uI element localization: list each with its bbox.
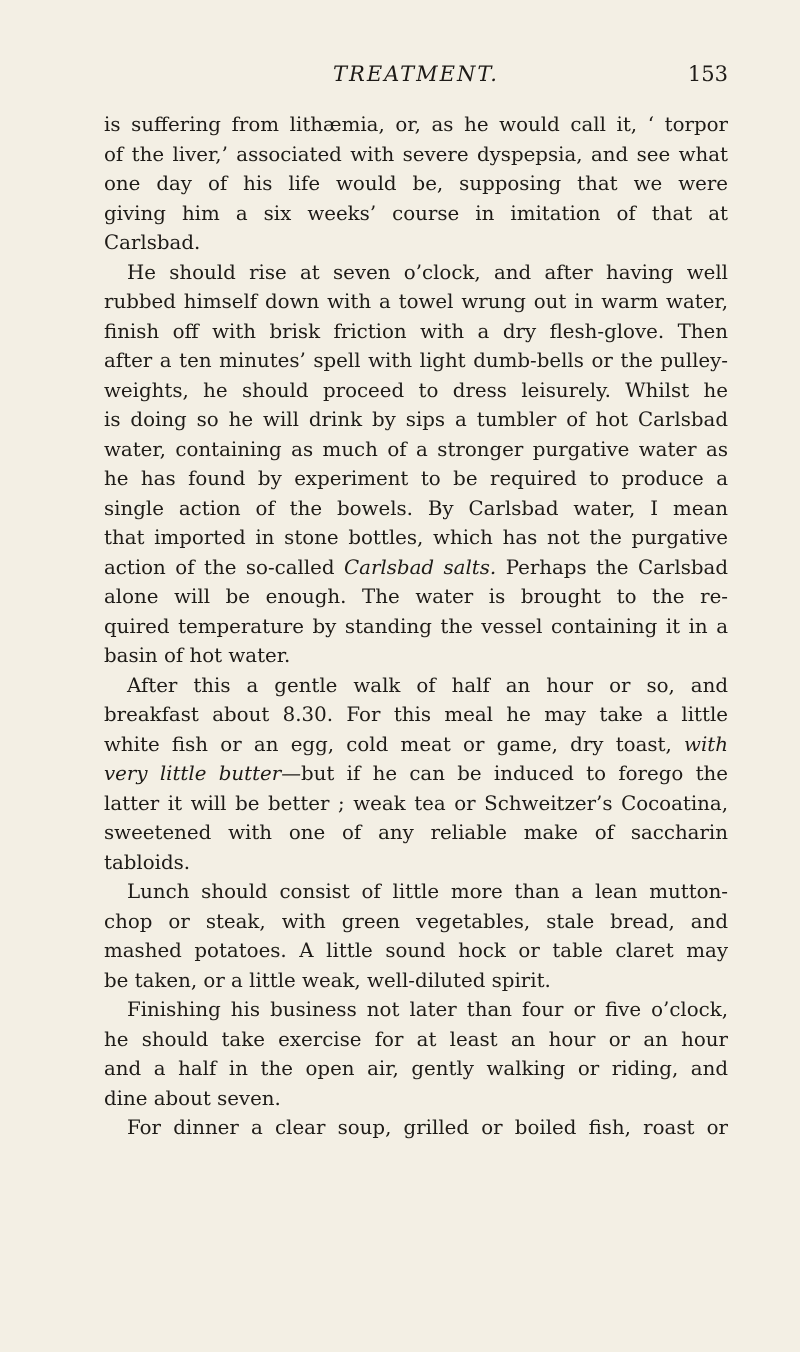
text-line: he should take exercise for at least an hour or an hour xyxy=(104,1027,728,1051)
paragraph-lunch xyxy=(104,877,728,995)
text-line: water, containing as much of a stronger purgative water as xyxy=(104,437,728,461)
text-run: white fish or an egg, cold meat or game, dry toast, xyxy=(104,732,672,756)
text-line xyxy=(104,759,728,789)
text-line: single action of the bowels. By Carlsbad water, I mean xyxy=(104,496,728,520)
text-run: Perhaps the Carlsbad xyxy=(505,555,728,579)
text-line: For dinner a clear soup, grilled or boiled fish, roast or xyxy=(127,1116,728,1139)
italic-phrase: with xyxy=(684,732,728,756)
text-line: basin of hot water. xyxy=(104,644,291,667)
text-line: Lunch should consist of little more than a lean mutton- xyxy=(127,880,728,903)
text-run: action of the so-called xyxy=(104,555,335,579)
text-line: Finishing his business not later than four or five o’clock, xyxy=(127,998,728,1021)
text-line: that imported in stone bottles, which has not the purgative xyxy=(104,526,728,549)
text-run: —but if he can be induced to forego the xyxy=(281,762,728,785)
text-line xyxy=(104,730,728,760)
running-title: TREATMENT. xyxy=(333,62,499,86)
text-line: tabloids. xyxy=(104,850,191,874)
text-line: giving him a six weeks’ course in imitation of that at xyxy=(104,201,728,225)
text-line: breakfast about 8.30. For this meal he may take a little xyxy=(104,703,728,726)
paragraph-breakfast xyxy=(104,671,728,878)
text-line: is suffering from lithæmia, or, as he would call it, ‘ torpor xyxy=(104,113,728,136)
paragraph-continuation xyxy=(104,110,728,258)
text-line: and a half in the open air, gently walking or riding, and xyxy=(104,1057,728,1080)
paragraph-exercise xyxy=(104,995,728,1113)
text-line: mashed potatoes. A little sound hock or table claret may xyxy=(104,939,728,962)
text-line: he has found by experiment to be required to produce a xyxy=(104,467,728,490)
italic-phrase: Carlsbad salts. xyxy=(344,555,497,579)
book-page xyxy=(0,60,800,1352)
text-line: of the liver,’ associated with severe dyspepsia, and see what xyxy=(104,142,728,166)
text-line: alone will be enough. The water is brought to the re- xyxy=(104,585,728,608)
text-line: quired temperature by standing the vessel containing it in a xyxy=(104,614,728,638)
text-line: one day of his life would be, supposing that we were xyxy=(104,172,728,195)
text-line: Carlsbad. xyxy=(104,231,201,254)
page-number: 153 xyxy=(687,62,728,86)
italic-phrase: very little butter xyxy=(104,762,282,785)
paragraph-dinner xyxy=(104,1113,728,1143)
text-line: rubbed himself down with a towel wrung out in warm water, xyxy=(104,290,728,313)
text-line: chop or steak, with green vegetables, stale bread, and xyxy=(104,909,728,933)
running-head xyxy=(104,60,728,100)
text-line: is doing so he will drink by sips a tumbler of hot Carlsbad xyxy=(104,408,728,431)
body-text xyxy=(104,110,728,1143)
text-line: sweetened with one of any reliable make of saccharin xyxy=(104,821,728,844)
text-line: After this a gentle walk of half an hour or so, and xyxy=(127,673,728,697)
text-line: latter it will be better ; weak tea or Schweitzer’s Cocoatina, xyxy=(104,791,728,815)
text-line: finish off with brisk friction with a dry flesh-glove. Then xyxy=(104,319,728,343)
text-line: weights, he should proceed to dress leisurely. Whilst he xyxy=(104,378,728,402)
paragraph-morning-routine xyxy=(104,258,728,671)
text-line: dine about seven. xyxy=(104,1086,281,1110)
text-line: be taken, or a little weak, well-diluted spirit. xyxy=(104,968,551,992)
text-line: He should rise at seven o’clock, and after having well xyxy=(127,260,728,284)
text-line xyxy=(104,553,728,583)
text-line: after a ten minutes’ spell with light dumb-bells or the pulley- xyxy=(104,349,728,372)
